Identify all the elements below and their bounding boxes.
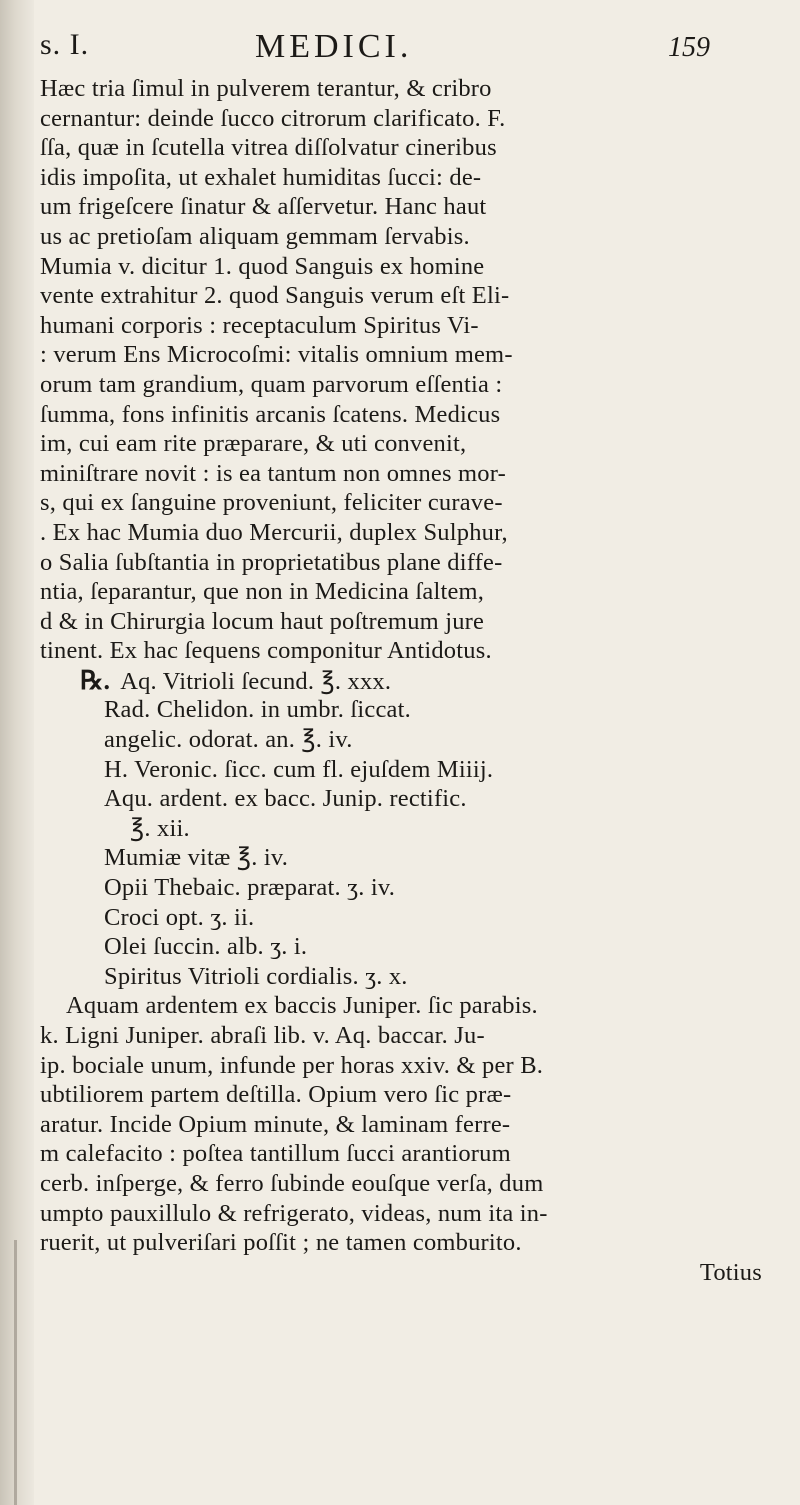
text-line: ſumma, fons infinitis arcanis ſcatens. Medicus bbox=[40, 400, 501, 428]
text-line: . Ex hac Mumia duo Mercurii, duplex Sulphur, bbox=[40, 518, 508, 546]
text-line: Hæc tria ſimul in pulverem terantur, & cribro bbox=[40, 75, 492, 102]
section-marker: s. I. bbox=[40, 28, 90, 61]
recipe-ingredient: Rad. Chelidon. in umbr. ſiccat. bbox=[104, 696, 411, 724]
text-line: Aquam ardentem ex baccis Juniper. ſic parabis. bbox=[66, 992, 538, 1020]
recipe-antidotus bbox=[40, 666, 788, 992]
recipe-ingredient: Aqu. ardent. ex bacc. Junip. rectific. bbox=[104, 785, 467, 813]
text-line: Mumia v. dicitur 1. quod Sanguis ex homine bbox=[40, 252, 485, 280]
text-line: ntia, ſeparantur, que non in Medicina ſaltem, bbox=[40, 578, 485, 606]
text-line: o Salia ſubſtantia in proprietatibus plane diffe- bbox=[40, 548, 503, 576]
paragraph-mumia bbox=[40, 74, 788, 666]
text-line: ſſa, quæ in ſcutella vitrea diſſolvatur cineribus bbox=[40, 134, 497, 162]
book-page bbox=[40, 18, 788, 1488]
text-line: idis impoſita, ut exhalet humiditas ſucci: de- bbox=[40, 163, 482, 191]
text-line: um frigeſcere ſinatur & aſſervetur. Hanc haut bbox=[40, 193, 487, 221]
catchword: Totius bbox=[699, 1258, 762, 1286]
text-line: m calefacito : poſtea tantillum ſucci arantiorum bbox=[40, 1140, 511, 1168]
text-line: : verum Ens Microcoſmi: vitalis omnium mem- bbox=[40, 341, 513, 369]
text-line: tinent. Ex hac ſequens componitur Antidotus. bbox=[40, 637, 492, 665]
recipe-ingredient: Aq. Vitrioli ſecund. ℥. xxx. bbox=[120, 667, 392, 695]
text-line: aratur. Incide Opium minute, & laminam ferre- bbox=[40, 1110, 511, 1138]
text-line: vente extrahitur 2. quod Sanguis verum eſt Eli- bbox=[40, 282, 510, 310]
text-line: s, qui ex ſanguine proveniunt, feliciter curave- bbox=[40, 489, 503, 517]
text-line: d & in Chirurgia locum haut poſtremum jure bbox=[40, 607, 485, 635]
running-title: MEDICI. bbox=[255, 28, 413, 65]
recipe-ingredient: Mumiæ vitæ ℥. iv. bbox=[104, 844, 289, 872]
recipe-ingredient: Spiritus Vitrioli cordialis. ʒ. x. bbox=[104, 962, 408, 990]
recipe-symbol: ℞. bbox=[80, 665, 111, 695]
text-line: orum tam grandium, quam parvorum eſſentia : bbox=[40, 370, 503, 398]
text-line: ip. bociale unum, infunde per horas xxiv. & per B. bbox=[40, 1051, 544, 1079]
recipe-ingredient: angelic. odorat. an. ℥. iv. bbox=[104, 726, 353, 754]
page-number: 159 bbox=[668, 32, 710, 63]
recipe-first-line bbox=[40, 666, 788, 696]
text-line: humani corporis : receptaculum Spiritus Vi- bbox=[40, 311, 479, 339]
binding-edge bbox=[14, 1240, 17, 1505]
recipe-ingredient: H. Veronic. ſicc. cum fl. ejuſdem Miiij. bbox=[104, 755, 494, 783]
running-header bbox=[40, 18, 788, 74]
text-line: k. Ligni Juniper. abraſi lib. v. Aq. baccar. Ju- bbox=[40, 1022, 485, 1049]
text-line: ubtiliorem partem deſtilla. Opium vero ſic præ- bbox=[40, 1081, 512, 1109]
text-line: miniſtrare novit : is ea tantum non omnes mor- bbox=[40, 459, 506, 487]
recipe-ingredient-quantity: ℥. xii. bbox=[130, 814, 190, 842]
text-line: cernantur: deinde ſucco citrorum clarificato. F. bbox=[40, 104, 506, 132]
recipe-ingredient: Opii Thebaic. præparat. ʒ. iv. bbox=[104, 874, 396, 902]
text-line: umpto pauxillulo & refrigerato, videas, num ita in- bbox=[40, 1199, 548, 1227]
page-gutter-shadow bbox=[0, 0, 34, 1505]
text-line: im, cui eam rite præparare, & uti convenit, bbox=[40, 430, 467, 458]
text-line: us ac pretioſam aliquam gemmam ſervabis. bbox=[40, 222, 470, 250]
recipe-ingredient: Olei ſuccin. alb. ʒ. i. bbox=[104, 933, 308, 961]
text-line: cerb. inſperge, & ferro ſubinde eouſque verſa, dum bbox=[40, 1169, 544, 1197]
recipe-ingredient: Croci opt. ʒ. ii. bbox=[104, 903, 255, 931]
text-line: ruerit, ut pulveriſari poſſit ; ne tamen comburito. bbox=[40, 1229, 522, 1257]
paragraph-aqua-ardens bbox=[40, 991, 788, 1287]
